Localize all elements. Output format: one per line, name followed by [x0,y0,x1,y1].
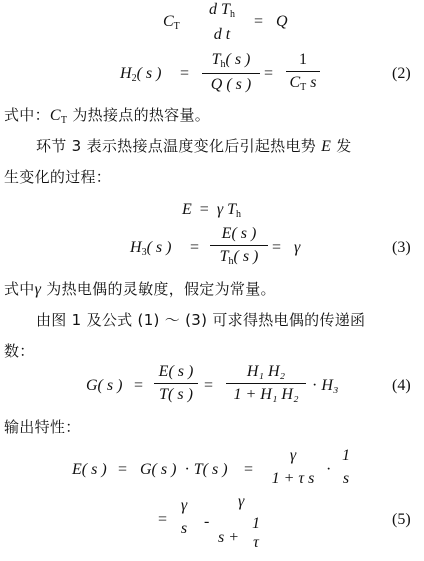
eq2-number: (2) [392,65,411,82]
eq3-equals-1: = [190,239,200,256]
eq2-lhs: $H_2$( s ) [120,65,162,84]
eq1-coef: $C_T$ [163,13,180,32]
text-line-6: 数： [4,342,35,360]
eq5a-dot: · [326,461,332,478]
text-line-3: 生变化的过程： [4,168,112,186]
eq5b-fraction-1: γ s [180,497,188,537]
eq1-fraction: d $T_h$ d t [209,1,235,43]
eq4-tail: · H₃ [312,377,339,394]
eq4-equals-2: = [204,377,214,394]
eq5b-fraction-2-den: s + [218,529,240,546]
eq5b-fraction-2-num: γ [238,493,245,510]
eq5a-fraction-1: γ 1 + τ s [271,447,315,487]
text-line-7: 输出特性： [4,418,81,436]
eq3-equals-2: = [272,239,282,256]
eq3-fraction: E( s ) $T_h$( s ) [210,226,268,267]
eq5a-equals-1: = [118,461,128,478]
eq4-equals-1: = [134,377,144,394]
eq5a-lhs: E( s ) [72,461,107,478]
eq1-rhs: Q [276,13,288,30]
eq3-number: (3) [392,239,411,256]
eq-e: E = γ $T_h$ [182,201,242,220]
text-line-4: 式中γ 为热电偶的灵敏度，假定为常量。 [4,280,276,298]
eq2-fraction-1: $T_h$( s ) Q ( s ) [202,52,260,93]
eq5-number: (5) [392,511,411,528]
eq5b-inner-fraction: 1 τ [252,515,260,551]
eq5a-middle: G( s ) · T( s ) [140,461,228,478]
eq5a-fraction-2: 1 s [342,447,350,487]
text-line-2: 环节 3 表示热接点温度变化后引起热电势 E 发 [36,137,352,155]
eq2-equals-2: = [264,65,274,82]
eq4-fraction-2: H₁ H₂ 1 + H₁ H₂ [226,364,306,403]
eq5a-equals-2: = [244,461,254,478]
eq4-lhs: G( s ) [86,377,123,394]
text-line-1: 式中：$C_T$ 为热接点的热容量。 [4,106,211,126]
eq3-rhs: γ [294,239,301,256]
eq5b-equals: = [158,511,168,528]
text-line-5: 由图 1 及公式 (1) ～ (3) 可求得热电偶的传递函 [36,311,366,329]
eq4-number: (4) [392,377,411,394]
eq4-fraction-1: E( s ) T( s ) [154,364,198,403]
eq2-fraction-2: 1 $C_T$ s [286,52,320,93]
eq3-lhs: $H_3$( s ) [130,239,172,258]
eq2-equals-1: = [180,65,190,82]
eq1-equals: = [254,13,264,30]
eq5b-minus: - [204,513,210,530]
